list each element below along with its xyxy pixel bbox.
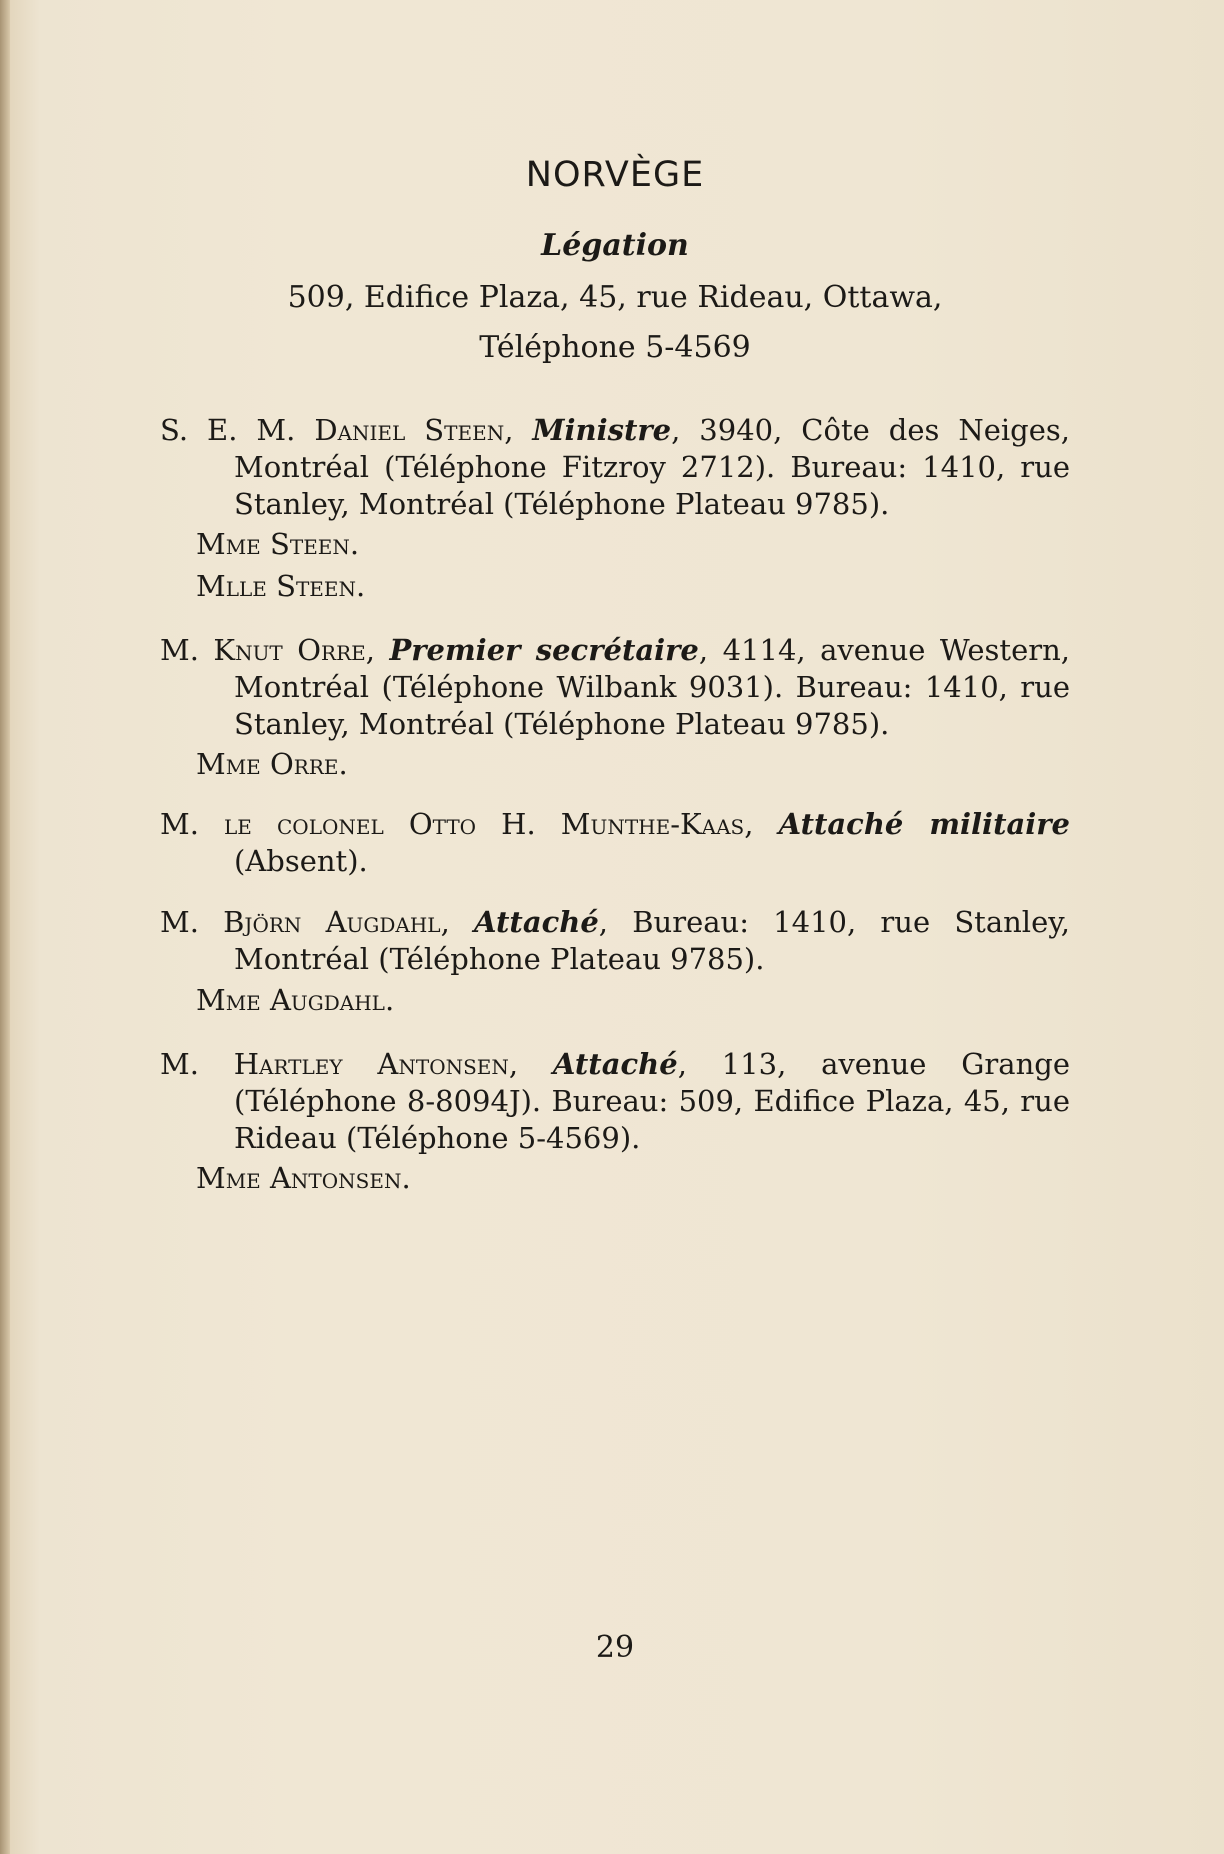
entry-separator: , xyxy=(744,807,779,841)
entry-name: Hartley Antonsen xyxy=(233,1047,509,1081)
page-number: 29 xyxy=(595,1630,635,1665)
spouse-mlle-steen: Mlle Steen. xyxy=(196,569,366,603)
legation-address: 509, Edifice Plaza, 45, rue Rideau, Ottawa, xyxy=(287,280,943,315)
spouse-mme-augdahl: Mme Augdahl. xyxy=(196,983,395,1017)
entry-prefix: S. E. M. xyxy=(160,413,315,447)
entry-steen xyxy=(160,412,1070,523)
entry-prefix: M. xyxy=(160,1047,234,1081)
entry-name: Björn Augdahl xyxy=(223,905,441,939)
entry-separator: , xyxy=(508,1047,553,1081)
entry-separator: , xyxy=(440,905,475,939)
spouse-mme-steen: Mme Steen. xyxy=(196,527,360,561)
entry-details: , Bureau: 1410, rue Stanley, Montréal (Téléphone Plateau 9785). xyxy=(234,905,1070,976)
entry-augdahl xyxy=(160,904,1070,978)
entry-separator: , xyxy=(504,413,533,447)
entry-munthe-kaas xyxy=(160,806,1070,880)
entry-separator: , xyxy=(365,633,390,667)
legation-phone: Téléphone 5-4569 xyxy=(479,330,751,365)
country-heading: NORVÈGE xyxy=(525,155,705,195)
entry-name: Knut Orre xyxy=(213,633,366,667)
entry-details: , 113, avenue Grange (Téléphone 8-8094J). Bureau: 509, Edifice Plaza, 45, rue Rideau (Téléphone 5-4569). xyxy=(234,1047,1070,1155)
entry-title: Ministre xyxy=(532,413,672,447)
entry-title: Attaché xyxy=(552,1047,678,1081)
entry-title: Premier secrétaire xyxy=(389,633,699,667)
spouse-mme-antonsen: Mme Antonsen. xyxy=(196,1161,411,1195)
entry-name: le colonel Otto H. Munthe-Kaas xyxy=(224,807,745,841)
entry-details: , 4114, avenue Western, Montréal (Téléphone Wilbank 9031). Bureau: 1410, rue Stanley, Montréal (Téléphone Plateau 9785). xyxy=(234,633,1070,741)
entry-title: Attaché xyxy=(474,905,599,939)
entry-details: , 3940, Côte des Neiges, Montréal (Téléphone Fitzroy 2712). Bureau: 1410, rue Stanley, Montréal (Téléphone Plateau 9785). xyxy=(234,413,1071,521)
entry-name: Daniel Steen xyxy=(314,413,505,447)
page-binding-edge xyxy=(0,0,10,1854)
entry-details: (Absent). xyxy=(234,844,368,878)
legation-label: Légation xyxy=(541,228,689,263)
entry-prefix: M. xyxy=(160,633,214,667)
entry-orre xyxy=(160,632,1070,743)
entry-prefix: M. xyxy=(160,905,224,939)
entry-title: Attaché militaire xyxy=(778,807,1071,841)
entry-prefix: M. xyxy=(160,807,225,841)
spouse-mme-orre: Mme Orre. xyxy=(196,747,348,781)
entry-antonsen xyxy=(160,1046,1070,1157)
